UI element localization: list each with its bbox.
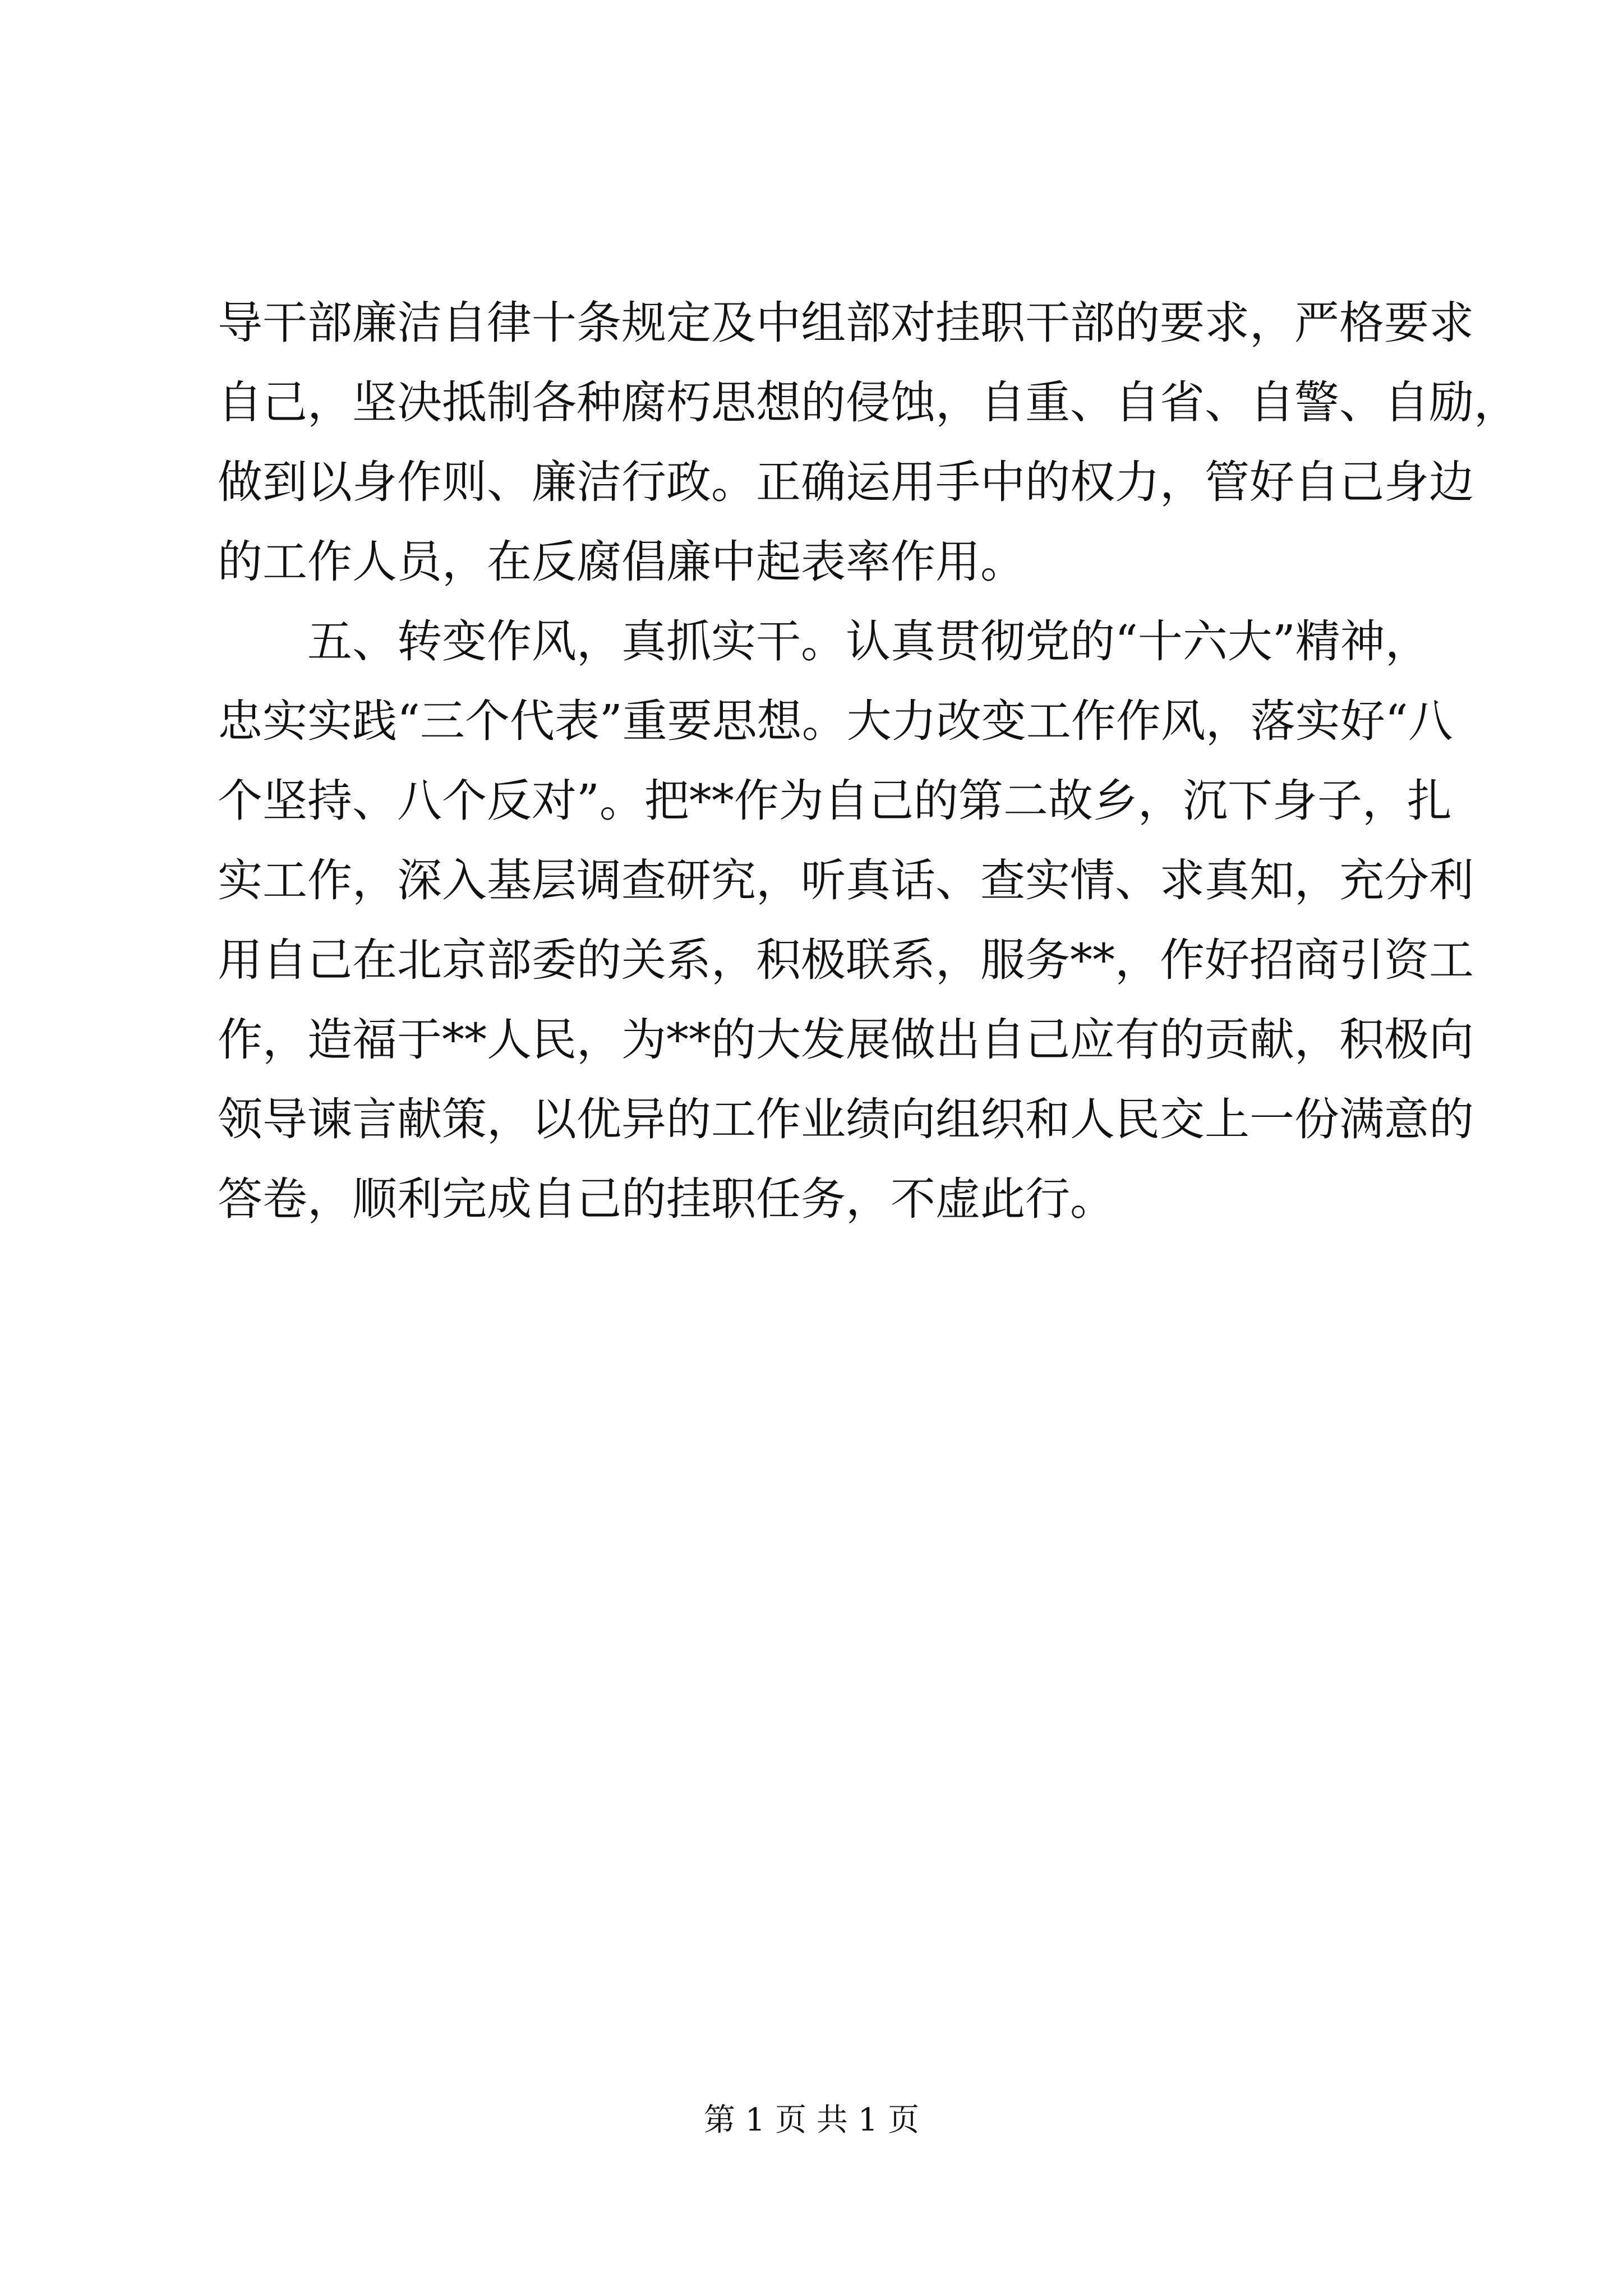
text-line: 用自己在北京部委的关系，积极联系，服务**，作好招商引资工 [218,934,1474,986]
document-body [218,283,1519,1239]
text-line: 个坚持、八个反对”。把**作为自己的第二故乡，沉下身子，扎 [218,775,1452,827]
text-line: 领导谏言献策，以优异的工作业绩向组织和人民交上一份满意的 [218,1093,1474,1145]
text-line: 做到以身作则、廉洁行政。正确运用手中的权力，管好自己身边 [218,456,1474,508]
text-line: 五、转变作风，真抓实干。认真贯彻党的“十六大”精神， [307,615,1430,668]
text-line: 的工作人员，在反腐倡廉中起表率作用。 [218,536,1025,588]
text-line: 答卷，顺利完成自己的挂职任务，不虚此行。 [218,1173,1115,1225]
text-line: 自己，坚决抵制各种腐朽思想的侵蚀，自重、自省、自警、自励， [218,376,1519,429]
text-line: 作，造福于**人民，为**的大发展做出自己应有的贡献，积极向 [218,1014,1474,1066]
text-line: 实工作，深入基层调查研究，听真话、查实情、求真知，充分利 [218,854,1474,907]
page-footer: 第 1 页 共 1 页 [703,2102,920,2138]
text-line: 导干部廉洁自律十条规定及中组部对挂职干部的要求，严格要求 [218,297,1474,349]
text-line: 忠实实践“三个代表”重要思想。大力改变工作作风，落实好“八 [218,695,1453,747]
